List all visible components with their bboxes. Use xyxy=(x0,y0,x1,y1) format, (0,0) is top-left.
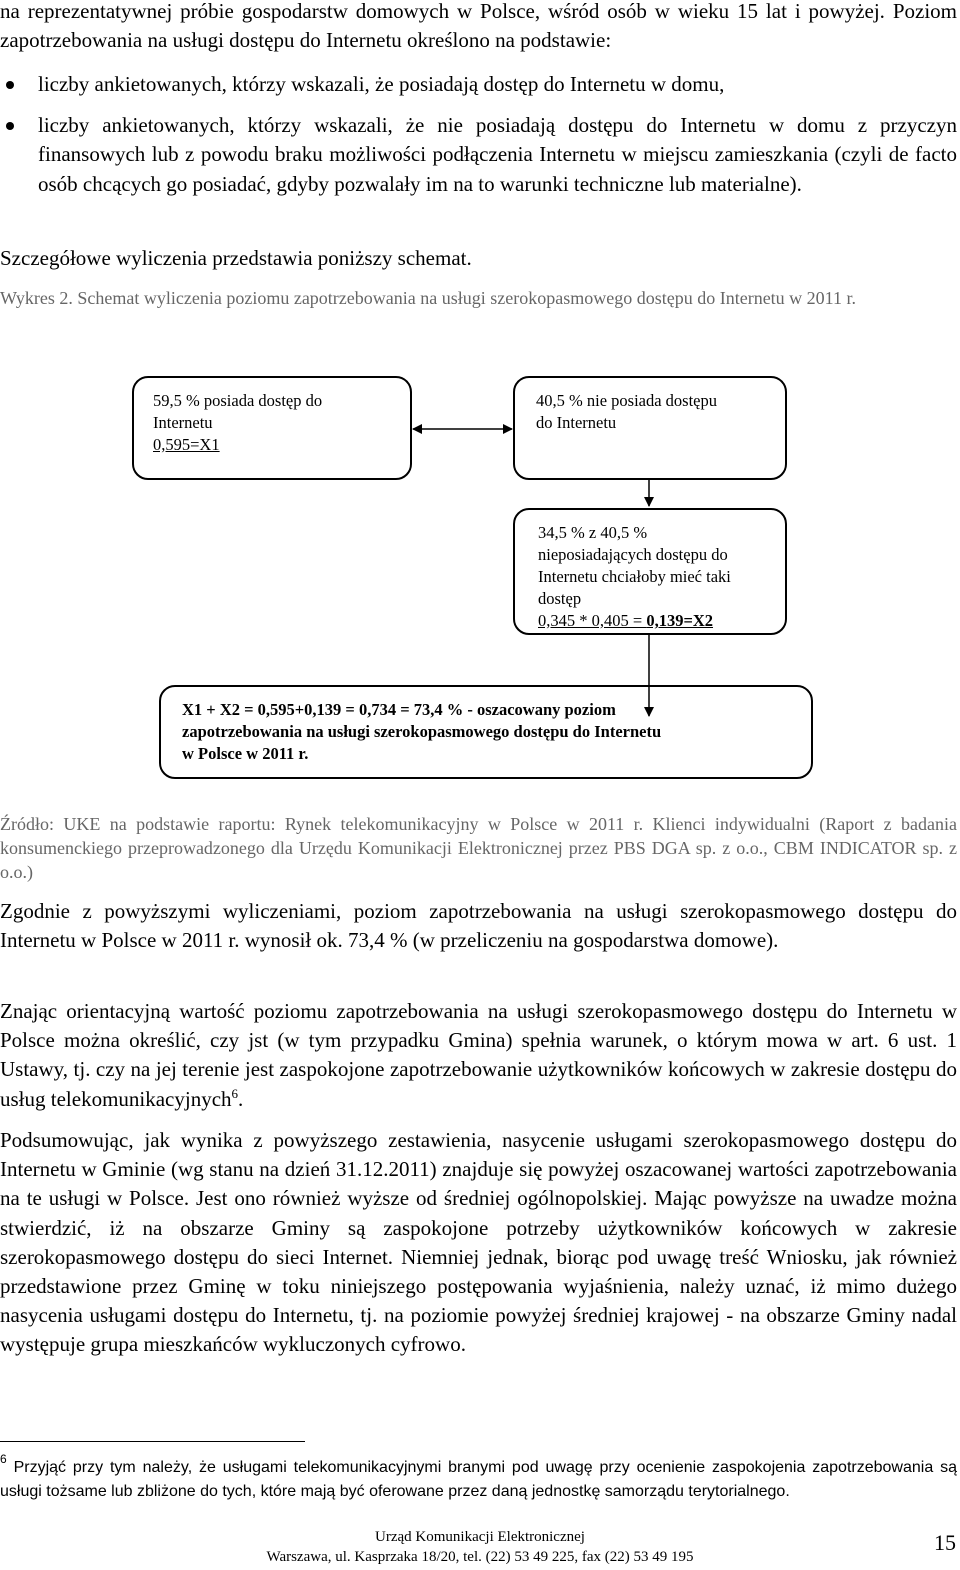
paragraph-2-end: . xyxy=(238,1086,244,1111)
list-item xyxy=(0,70,957,99)
footer-line-1: Urząd Komunikacji Elektronicznej xyxy=(375,1529,585,1545)
demand-diagram xyxy=(0,360,960,790)
list-item xyxy=(0,111,957,199)
page-number: 15 xyxy=(934,1530,956,1555)
paragraph-1: Zgodnie z powyższymi wyliczeniami, poziom zapotrzebowania na usługi szerokopasmowego dostępu do Internetu w Polsce w 2011 r. wynosił ok. 73,4 % (w przeliczeniu na gospodarstwa domowe). xyxy=(0,899,957,953)
box3-formula: 0,345 * 0,405 = xyxy=(538,611,647,630)
footnote-separator xyxy=(0,1441,305,1442)
paragraph-2 xyxy=(0,997,957,1114)
schema-intro: Szczegółowe wyliczenia przedstawia poniższy schemat. xyxy=(0,246,472,270)
box3-line3: Internetu chciałoby mieć taki xyxy=(538,567,731,586)
footnote-text: Przyjąć przy tym należy, że usługami telekomunikacyjnymi branymi pod uwagę przy ocenienie zaspokojenia zapotrzebowania są usługi tożsame lub zbliżone do tych, które mają być oferowane przez daną jednostkę samorządu terytorialnego. xyxy=(0,1459,957,1500)
footnote-number: 6 xyxy=(0,1451,7,1466)
box3-line4: dostęp xyxy=(538,589,582,608)
box4-line2: zapotrzebowania na usługi szerokopasmowego dostępu do Internetu xyxy=(182,722,662,741)
footnote-ref[interactable]: 6 xyxy=(231,1085,239,1101)
box-total-demand xyxy=(159,685,813,779)
box3-formula-line xyxy=(538,610,785,632)
box4-line3: w Polsce w 2011 r. xyxy=(182,744,309,763)
box3-x2: 0,139=X2 xyxy=(646,611,714,630)
bullet-icon xyxy=(6,122,14,130)
criteria-list xyxy=(0,70,957,199)
box-without-access xyxy=(513,376,787,480)
list-item-text: liczby ankietowanych, którzy wskazali, że nie posiadają dostępu do Internetu w domu z przyczyn finansowych lub z powodu braku możliwości podłączenia Internetu w miejscu zamieszkania (czyli de facto osób chcących go posiadać, gdyby pozwalały im na to warunki techniczne lub materialne). xyxy=(38,113,957,196)
box2-line2: do Internetu xyxy=(536,413,617,432)
box1-x1: 0,595=X1 xyxy=(153,435,220,454)
box1-line2: Internetu xyxy=(153,413,213,432)
intro-paragraph: na reprezentatywnej próbie gospodarstw domowych w Polsce, wśród osób w wieku 15 lat i powyżej. Poziom zapotrzebowania na usługi dostępu do Internetu określono na podstawie: xyxy=(0,0,957,53)
source-note: Źródło: UKE na podstawie raportu: Rynek telekomunikacyjny w Polsce w 2011 r. Klienci indywidualni (Raport z badania konsumenckiego przeprowadzonego dla Urzędu Komunikacji Elektronicznej przez PBS DGA sp. z o.o., CBM INDICATOR sp. z o.o.) xyxy=(0,814,957,882)
box3-line2: nieposiadających dostępu do xyxy=(538,545,728,564)
box2-line1: 40,5 % nie posiada dostępu xyxy=(536,391,718,410)
box-with-access xyxy=(132,376,412,480)
bullet-icon xyxy=(6,81,14,89)
paragraph-2-text: Znając orientacyjną wartość poziomu zapotrzebowania na usługi szerokopasmowego dostępu do Internetu w Polsce można określić, czy jst (w tym przypadku Gmina) spełnia warunek, o którym mowa w art. 6 ust. 1 Ustawy, tj. czy na jej terenie jest zaspokojone zapotrzebowanie użytkowników końcowych w zakresie dostępu do usług telekomunikacyjnych xyxy=(0,999,957,1111)
figure-caption: Wykres 2. Schemat wyliczenia poziomu zapotrzebowania na usługi szerokopasmowego dostępu do Internetu w 2011 r. xyxy=(0,288,857,308)
list-item-text: liczby ankietowanych, którzy wskazali, że posiadają dostęp do Internetu w domu, xyxy=(38,72,725,96)
box3-line1: 34,5 % z 40,5 % xyxy=(538,523,648,542)
footer-line-2: Warszawa, ul. Kasprzaka 18/20, tel. (22) 53 49 225, fax (22) 53 49 195 xyxy=(266,1549,694,1565)
paragraph-3: Podsumowując, jak wynika z powyższego zestawienia, nasycenie usługami szerokopasmowego dostępu do Internetu w Gminie (wg stanu na dzień 31.12.2011) znajduje się powyżej oszacowanej wartości zapotrzebowania na te usługi w Polsce. Jest ono również wyższe od średniej ogólnopolskiej. Mając powyższe na uwadze można stwierdzić, iż na obszarze Gminy są zaspokojone potrzeby użytkowników końcowych w zakresie szerokopasmowego dostępu do sieci Internet. Niemniej jednak, biorąc pod uwagę treść Wniosku, jak również przedstawione przez Gminę w toku niniejszego postępowania wyjaśnienia, należy uznać, iż mimo dużego nasycenia usługami dostępu do Internetu, tj. na poziomie powyżej średniej krajowej - na obszarze Gminy nadal występuje grupa mieszkańców wykluczonych cyfrowo. xyxy=(0,1128,957,1357)
box4-line1: X1 + X2 = 0,595+0,139 = 0,734 = 73,4 % - oszacowany poziom xyxy=(182,700,616,719)
box1-line1: 59,5 % posiada dostęp do xyxy=(153,391,323,410)
footnote xyxy=(0,1451,957,1504)
box-would-like-access xyxy=(513,508,787,635)
